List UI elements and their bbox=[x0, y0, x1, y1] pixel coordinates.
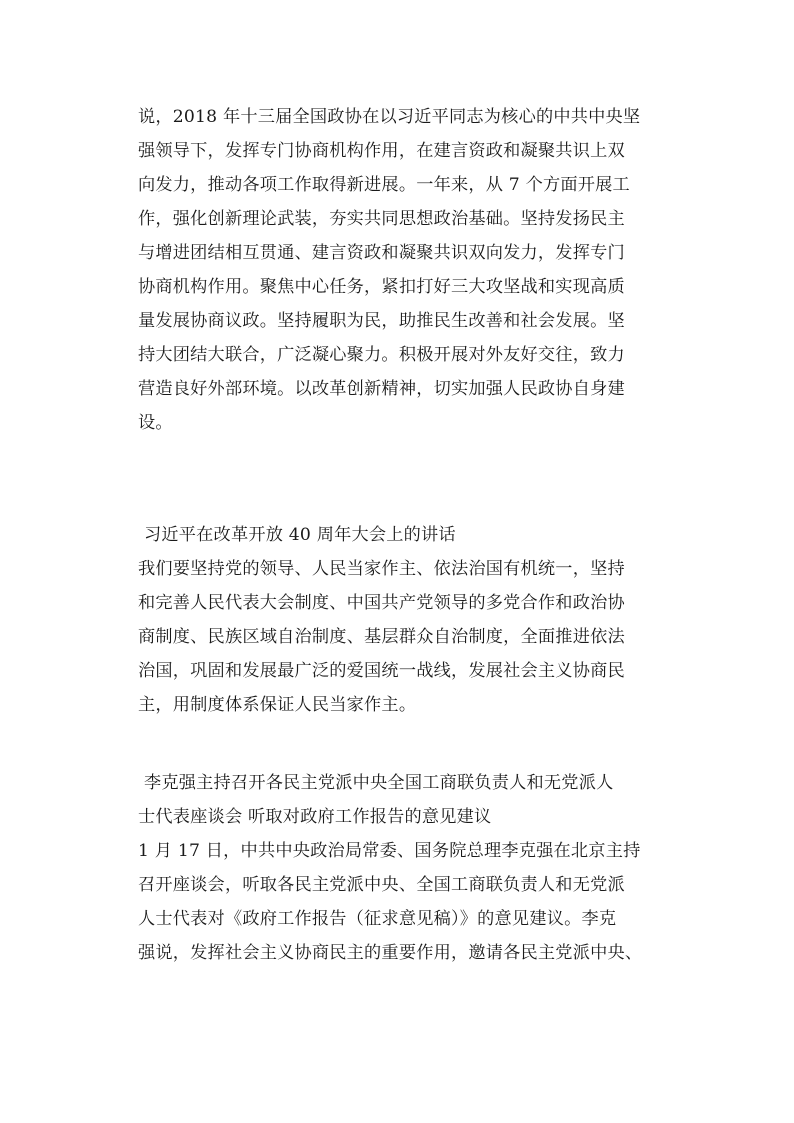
body-paragraph bbox=[138, 834, 658, 970]
text-line: 1 月 17 日，中共中央政治局常委、国务院总理李克强在北京主持 bbox=[138, 841, 641, 861]
text-line: 人士代表对《政府工作报告（征求意见稿）》的意见建议。李克 bbox=[138, 909, 617, 929]
text-line: 和完善人民代表大会制度、中国共产党领导的多党合作和政治协 bbox=[138, 593, 625, 613]
text-line: 量发展协商议政。坚持履职为民，助推民生改善和社会发展。坚 bbox=[138, 311, 625, 331]
heading-line: 士代表座谈会 听取对政府工作报告的意见建议 bbox=[138, 807, 492, 827]
section-heading bbox=[138, 518, 658, 552]
body-paragraph bbox=[138, 100, 658, 440]
text-line: 召开座谈会，听取各民主党派中央、全国工商联负责人和无党派 bbox=[138, 875, 625, 895]
text-line: 设。 bbox=[138, 413, 173, 433]
text-line: 主，用制度体系保证人民当家作主。 bbox=[138, 695, 417, 715]
text-line: 与增进团结相互贯通、建言资政和凝聚共识双向发力，发挥专门 bbox=[138, 243, 625, 263]
text-line: 作，强化创新理论武装，夯实共同思想政治基础。坚持发扬民主 bbox=[138, 209, 625, 229]
text-line: 持大团结大联合，广泛凝心聚力。积极开展对外友好交往，致力 bbox=[138, 345, 625, 365]
text-line: 说，2018 年十三届全国政协在以习近平同志为核心的中共中央坚 bbox=[138, 107, 641, 127]
text-line: 我们要坚持党的领导、人民当家作主、依法治国有机统一，坚持 bbox=[138, 559, 625, 579]
text-line: 强说，发挥社会主义协商民主的重要作用，邀请各民主党派中央、 bbox=[138, 943, 643, 963]
text-line: 治国，巩固和发展最广泛的爱国统一战线，发展社会主义协商民 bbox=[138, 661, 625, 681]
heading-line: 习近平在改革开放 40 周年大会上的讲话 bbox=[144, 525, 456, 545]
text-line: 向发力，推动各项工作取得新进展。一年来，从 7 个方面开展工 bbox=[138, 175, 630, 195]
heading-line: 李克强主持召开各民主党派中央全国工商联负责人和无党派人 bbox=[144, 773, 614, 793]
text-line: 协商机构作用。聚焦中心任务，紧扣打好三大攻坚战和实现高质 bbox=[138, 277, 625, 297]
text-line: 强领导下，发挥专门协商机构作用，在建言资政和凝聚共识上双 bbox=[138, 141, 625, 161]
text-line: 商制度、民族区域自治制度、基层群众自治制度，全面推进依法 bbox=[138, 627, 625, 647]
section-heading bbox=[138, 766, 658, 834]
body-paragraph bbox=[138, 552, 658, 722]
text-line: 营造良好外部环境。以改革创新精神，切实加强人民政协自身建 bbox=[138, 379, 625, 399]
